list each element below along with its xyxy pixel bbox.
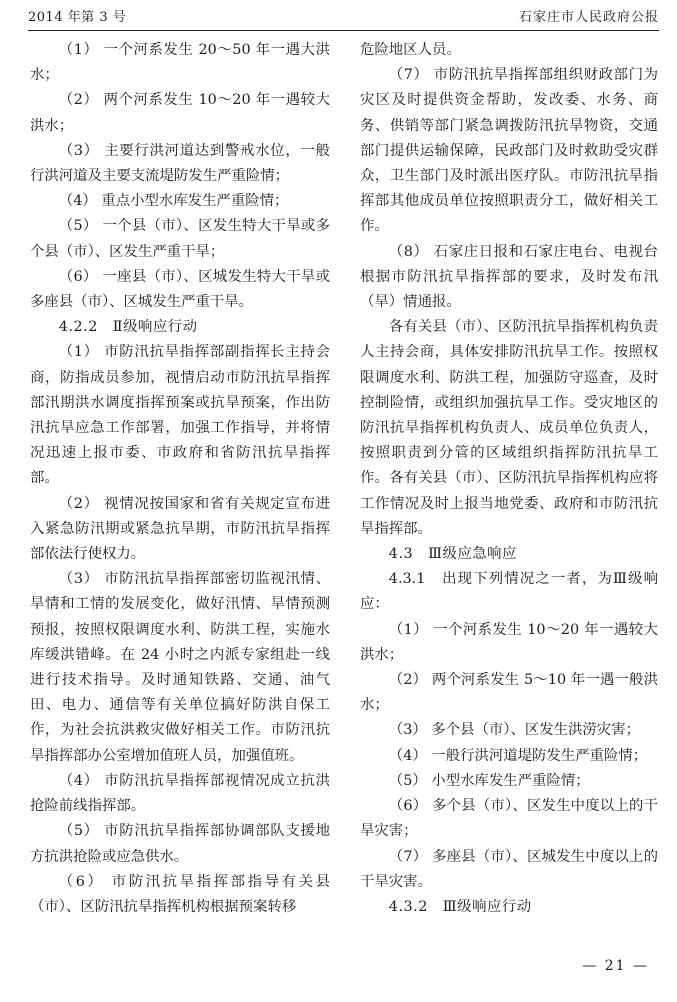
paragraph: （7） 多座县（市）、区城发生中度以上的干旱灾害。: [360, 848, 658, 890]
paragraph: （2） 视情况按国家和省有关规定宣布进入紧急防汛期或紧急抗旱期，市防汛抗旱指挥部依法行使权力。: [30, 495, 330, 563]
section-heading: 4.3 Ⅲ级应急响应: [388, 546, 517, 563]
section-heading: 4.3.2 Ⅲ级响应行动: [388, 898, 532, 915]
left-column: [30, 38, 330, 920]
paragraph: （5） 小型水库发生严重险情；: [388, 772, 590, 789]
paragraph: （4） 重点小型水库发生严重险情；: [58, 193, 289, 210]
paragraph-continuation: 危险地区人员。: [360, 42, 461, 58]
paragraph: （7） 市防汛抗旱指挥部组织财政部门为灾区及时提供资金帮助，发改委、水务、商务、供销等部门紧急调拨防汛抗旱物资，交通部门提供运输保障，民政部门及时救助受灾群众，卫生部门及时派出医疗队。市防汛抗旱指挥部其他成员单位按照职责分工，做好相关工作。: [360, 67, 658, 235]
paragraph: （1） 一个河系发生 20～50 年一遇大洪水；: [30, 42, 330, 84]
paragraph: 各有关县（市）、区防汛抗旱指挥机构负责人主持会商，具体安排防汛抗旱工作。按照权限调度水利、防洪工程，加强防守巡查，及时控制险情，或组织加强抗旱工作。受灾地区的防汛抗旱指挥机构负责人、成员单位负责人，按照职责到分管的区域组织指挥防汛抗旱工作。各有关县（市）、区防汛抗旱指挥机构应将工作情况及时上报当地党委、政府和市防汛抗旱指挥部。: [360, 319, 658, 537]
paragraph: （5） 市防汛抗旱指挥部协调部队支援地方抗洪抢险或应急供水。: [30, 823, 330, 865]
paragraph: （8） 石家庄日报和石家庄电台、电视台根据市防汛抗旱指挥部的要求，及时发布汛（旱）情通报。: [360, 243, 658, 311]
paragraph: （6） 多个县（市）、区发生中度以上的干旱灾害；: [360, 798, 658, 840]
paragraph: 4.3.1 出现下列情况之一者，为Ⅲ级响应：: [360, 571, 658, 613]
paragraph: （2） 两个河系发生 10～20 年一遇较大洪水；: [30, 92, 330, 134]
paragraph: （6） 一座县（市）、区城发生特大干旱或多座县（市）、区城发生严重干旱。: [30, 268, 330, 311]
paragraph: （4） 市防汛抗旱指挥部视情况成立抗洪抢险前线指挥部。: [30, 772, 330, 815]
paragraph: （5） 一个县（市）、区发生特大干旱或多个县（市）、区发生严重干旱；: [30, 218, 330, 260]
page-header: [28, 0, 659, 31]
paragraph: （6） 市防汛抗旱指挥部指导有关县（市）、区防汛抗旱指挥机构根据预案转移: [30, 873, 330, 915]
paragraph: （1） 一个河系发生 10～20 年一遇较大洪水；: [360, 621, 658, 663]
page-number: — 21 —: [582, 958, 649, 974]
paragraph: （2） 两个河系发生 5～10 年一遇一般洪水；: [360, 672, 658, 714]
issue-label: 2014 年第 3 号: [28, 9, 127, 25]
paragraph: （3） 市防汛抗旱指挥部密切监视汛情、旱情和工情的发展变化，做好汛情、旱情预测预报，按照权限调度水利、防洪工程，实施水库缓洪错峰。在 24 小时之内派专家组赴一线进行技术指导。及时通知铁路、交通、油气田、电力、通信等有关单位搞好防洪自保工作，为社会抗洪救灾做好相关工作。市防汛抗旱指挥部办公室增加值班人员，加强值班。: [30, 571, 330, 764]
publication-title: 石家庄市人民政府公报: [518, 9, 659, 25]
right-column: [360, 38, 658, 920]
paragraph: （1） 市防汛抗旱指挥部副指挥长主持会商，防指成员参加，视情启动市防汛抗旱指挥部汛期洪水调度指挥预案或抗旱预案，作出防汛抗旱应急工作部署，加强工作指导，并将情况迅速上报市委、市政府和省防汛抗旱指挥部。: [30, 344, 330, 487]
paragraph: （3） 主要行洪河道达到警戒水位，一般行洪河道及主要支流堤防发生严重险情；: [30, 142, 330, 185]
paragraph: （3） 多个县（市）、区发生洪涝灾害；: [388, 722, 640, 739]
paragraph: （4） 一般行洪河道堤防发生严重险情；: [388, 747, 648, 764]
section-heading: 4.2.2 Ⅱ级响应行动: [58, 319, 198, 336]
